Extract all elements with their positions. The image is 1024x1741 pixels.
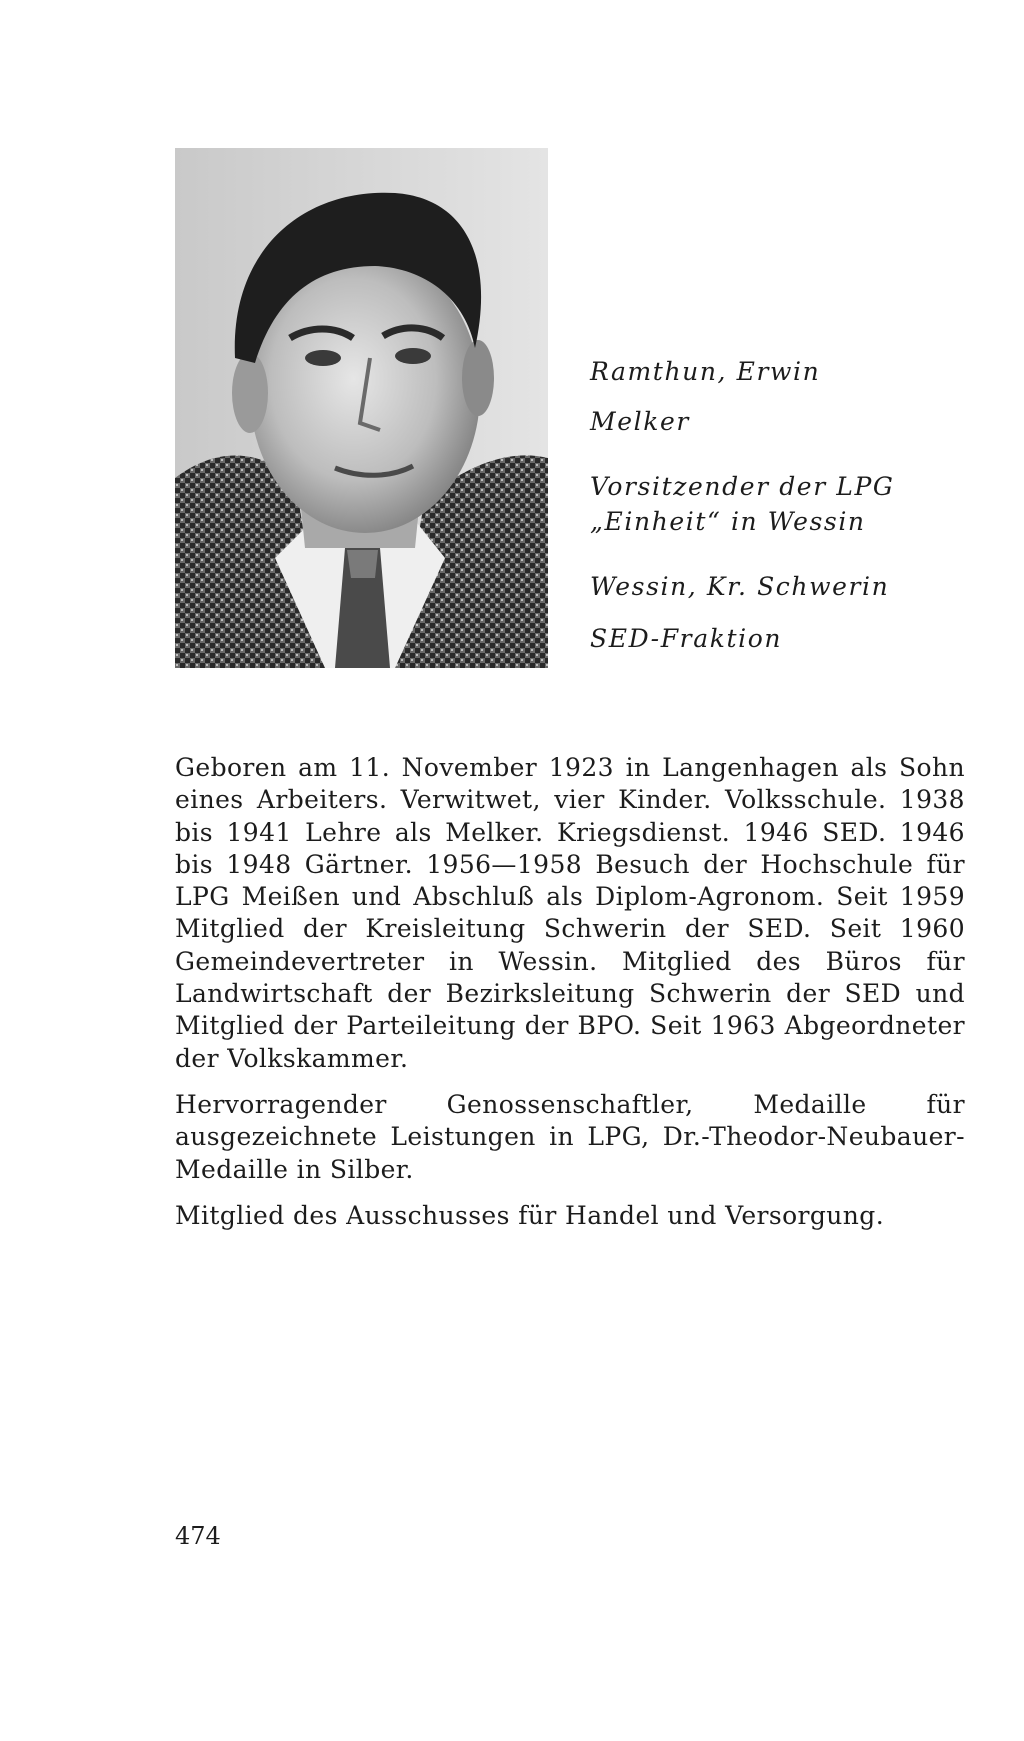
portrait-photo (175, 148, 548, 668)
member-function-line-2: „Einheit“ in Wessin (590, 507, 866, 536)
biography-paragraph-2: Hervorragender Genossenschaftler, Medaille für ausgezeichnete Leistungen in LPG, Dr.-Theodor-Neubauer-Medaille in Silber. (175, 1089, 965, 1184)
member-occupation: Melker (590, 407, 690, 436)
biography-paragraph-3: Mitglied des Ausschusses für Handel und Versorgung. (175, 1200, 885, 1230)
member-name: Ramthun, Erwin (590, 357, 821, 386)
member-function-line-1: Vorsitzender der LPG (590, 472, 895, 501)
member-faction: SED-Fraktion (590, 624, 783, 653)
portrait-illustration (175, 148, 548, 668)
page-number: 474 (175, 1522, 221, 1550)
biography-text (175, 752, 965, 1246)
biography-paragraph-1: Geboren am 11. November 1923 in Langenhagen als Sohn eines Arbeiters. Verwitwet, vier Kinder. Volksschule. 1938 bis 1941 Lehre als Melker. Kriegsdienst. 1946 SED. 1946 bis 1948 Gärtner. 1956—1958 Besuch der Hochschule für LPG Meißen und Abschluß als Diplom-Agronom. Seit 1959 Mitglied der Kreisleitung Schwerin der SED. Seit 1960 Gemeindevertreter in Wessin. Mitglied des Büros für Landwirtschaft der Bezirksleitung Schwerin der SED und Mitglied der Parteileitung der BPO. Seit 1963 Abgeordneter der Volkskammer. (175, 753, 965, 1073)
member-residence: Wessin, Kr. Schwerin (590, 572, 890, 601)
